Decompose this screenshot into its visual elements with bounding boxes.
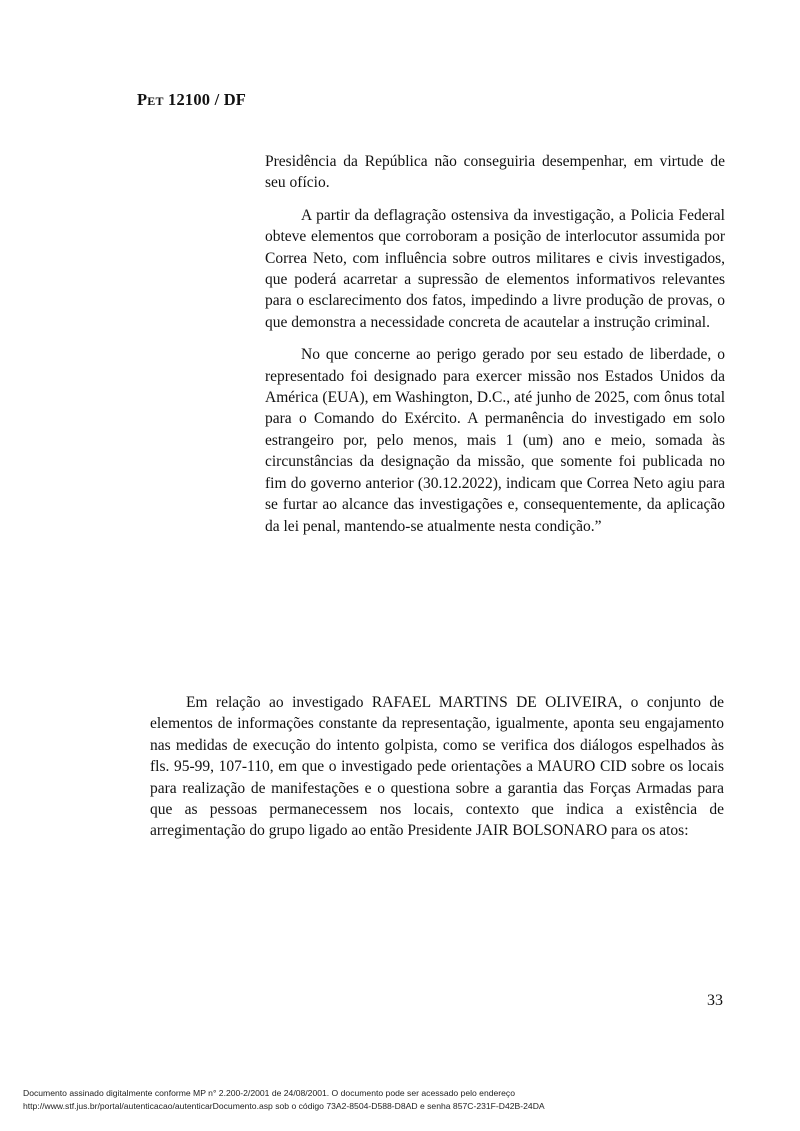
quoted-excerpt xyxy=(265,151,725,548)
footer-line-1: Documento assinado digitalmente conforme MP n° 2.200-2/2001 de 24/08/2001. O documento pode ser acessado pelo endereço xyxy=(23,1088,516,1098)
page-header xyxy=(137,90,246,110)
case-number: 12100 / DF xyxy=(163,90,247,109)
main-text xyxy=(150,692,724,842)
digital-signature-footer xyxy=(23,1087,783,1112)
quote-paragraph-3: No que concerne ao perigo gerado por seu estado de liberdade, o representado foi designado para exercer missão nos Estados Unidos da América (EUA), em Washington, D.C., até junho de 2025, com ônus total para o Comando do Exército. A permanência do investigado em solo estrangeiro por, pelo menos, mais 1 (um) ano e meio, somada às circunstâncias da designação da missão, que somente foi publicada no fim do governo anterior (30.12.2022), indicam que Correa Neto agiu para se furtar ao alcance das investigações e, consequentemente, da aplicação da lei penal, mantendo-se atualmente nesta condição.” xyxy=(265,346,725,535)
body-paragraph: Em relação ao investigado RAFAEL MARTINS DE OLIVEIRA, o conjunto de elementos de informações constante da representação, igualmente, aponta seu engajamento nas medidas de execução do intento golpista, como se verifica dos diálogos espelhados às fls. 95-99, 107-110, em que o investigado pede orientações a MAURO CID sobre os locais para realização de manifestações e o questiona sobre a garantia das Forças Armadas para que as pessoas permanecessem nos locais, contexto que indica a existência de arregimentação do grupo ligado ao então Presidente JAIR BOLSONARO para os atos: xyxy=(150,694,724,840)
quote-paragraph-2: A partir da deflagração ostensiva da investigação, a Policia Federal obteve elementos que corroboram a posição de interlocutor assumida por Correa Neto, com influência sobre outros militares e civis investigados, que poderá acarretar a supressão de elementos informativos relevantes para o esclarecimento dos fatos, impedindo a livre produção de provas, o que demonstra a necessidade concreta de acautelar a instrução criminal. xyxy=(265,206,725,331)
footer-line-2: http://www.stf.jus.br/portal/autenticacao/autenticarDocumento.asp sob o código 73A2-8504-D588-D8AD e senha 857C-231F-D42B-24DA xyxy=(23,1100,545,1111)
page-number: 33 xyxy=(707,992,723,1009)
quote-paragraph-1: Presidência da República não conseguiria desempenhar, em virtude de seu ofício. xyxy=(265,153,725,192)
case-prefix: Pet xyxy=(137,90,164,109)
